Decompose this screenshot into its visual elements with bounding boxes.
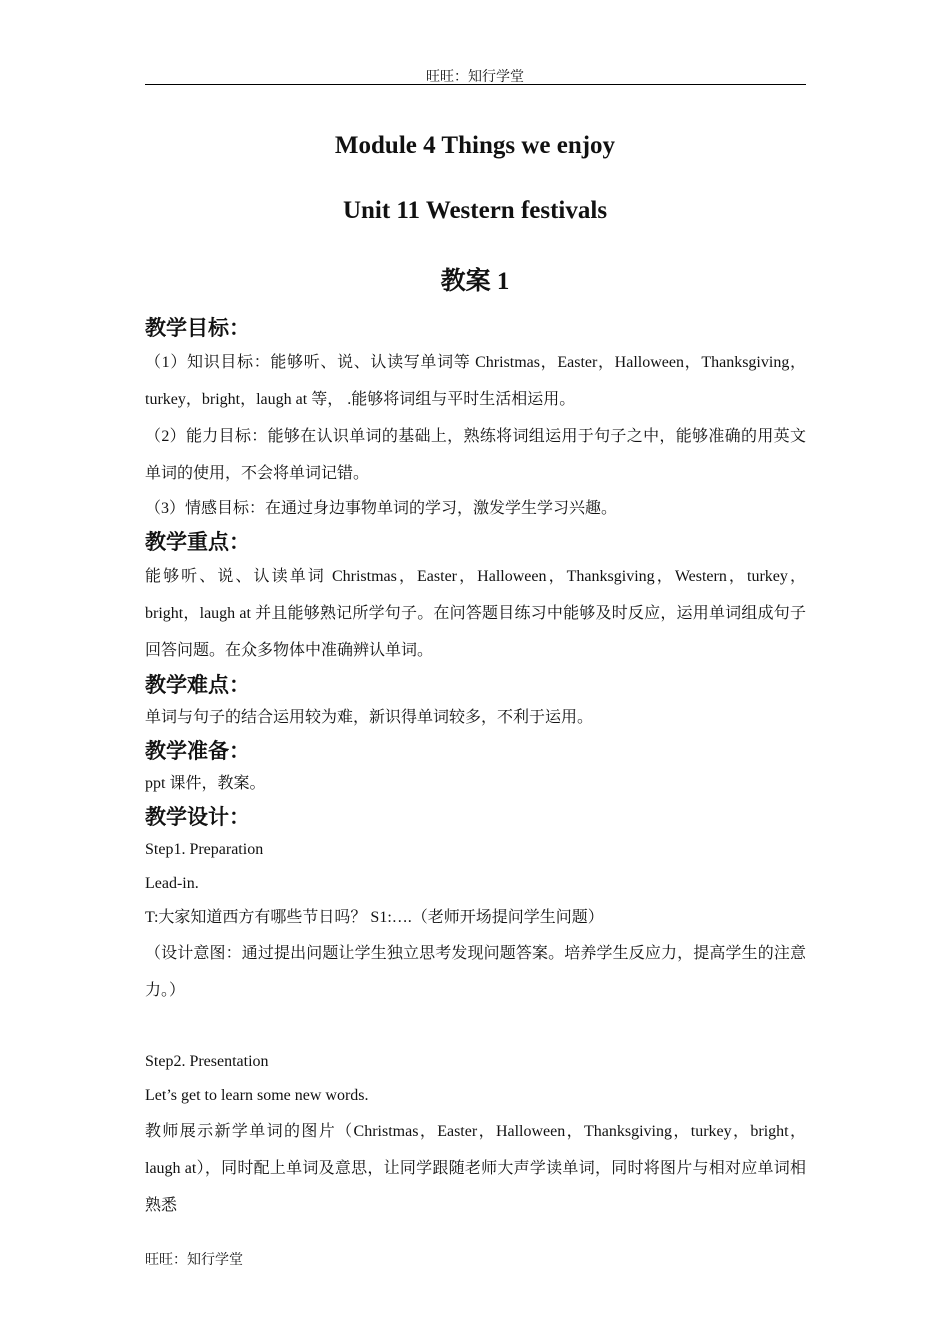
lead-in: Lead-in. [145,875,199,892]
paragraph-spacer [145,1009,806,1045]
step2-intro: Let’s get to learn some new words. [145,1087,369,1104]
design-intent: （设计意图：通过提出问题让学生独立思考发现问题答案。培养学生反应力，提高学生的注意力。） [145,945,806,999]
objectives-heading: 教学目标： [145,316,250,340]
step2-text: 教师展示新学单词的图片（Christmas，Easter，Halloween，Thanksgiving，turkey，bright，laugh at），同时配上单词及意思，让同学跟随老师大声学读单词，同时将图片与相对应单词相熟悉 [145,1123,806,1214]
module-title: Module 4 Things we enjoy [334,132,616,159]
objective-emotion: （3）情感目标：在通过身边事物单词的学习，激发学生学习兴趣。 [145,500,618,517]
page-footer: 旺旺：知行学堂 [145,1253,243,1268]
key-points-text: 能够听、说、认读单词 Christmas，Easter，Halloween，Thanksgiving，Western，turkey，bright，laugh at 并且能够熟记所学句子。在问答题目练习中能够及时反应，运用单词组成句子回答问题。在众多物体中准确辨认单词。 [145,568,806,659]
step1-title: Step1. Preparation [145,841,264,858]
step2-title: Step2. Presentation [145,1053,269,1070]
difficulties-text: 单词与句子的结合运用较为难，新识得单词较多，不利于运用。 [145,709,594,726]
document-body [145,312,806,1224]
header-divider [145,84,806,85]
design-heading: 教学设计： [145,805,250,829]
preparation-text: ppt 课件，教案。 [145,775,266,792]
objective-knowledge: （1）知识目标：能够听、说、认读写单词等 Christmas，Easter，Halloween，Thanksgiving，turkey，bright，laugh at 等， .能够将词组与平时生活相运用。 [145,354,806,408]
key-points-heading: 教学重点： [145,530,250,554]
preparation-heading: 教学准备： [145,739,250,763]
objective-ability: （2）能力目标：能够在认识单词的基础上，熟练将词组运用于句子之中，能够准确的用英文单词的使用，不会将单词记错。 [145,428,806,482]
page-header: 旺旺：知行学堂 [426,70,524,85]
teacher-question: T:大家知道西方有哪些节日吗？ S1:….（老师开场提问学生问题） [145,909,604,926]
difficulties-heading: 教学难点： [145,673,250,697]
unit-title: Unit 11 Western festivals [342,197,608,224]
lesson-title: 教案 1 [440,268,510,295]
